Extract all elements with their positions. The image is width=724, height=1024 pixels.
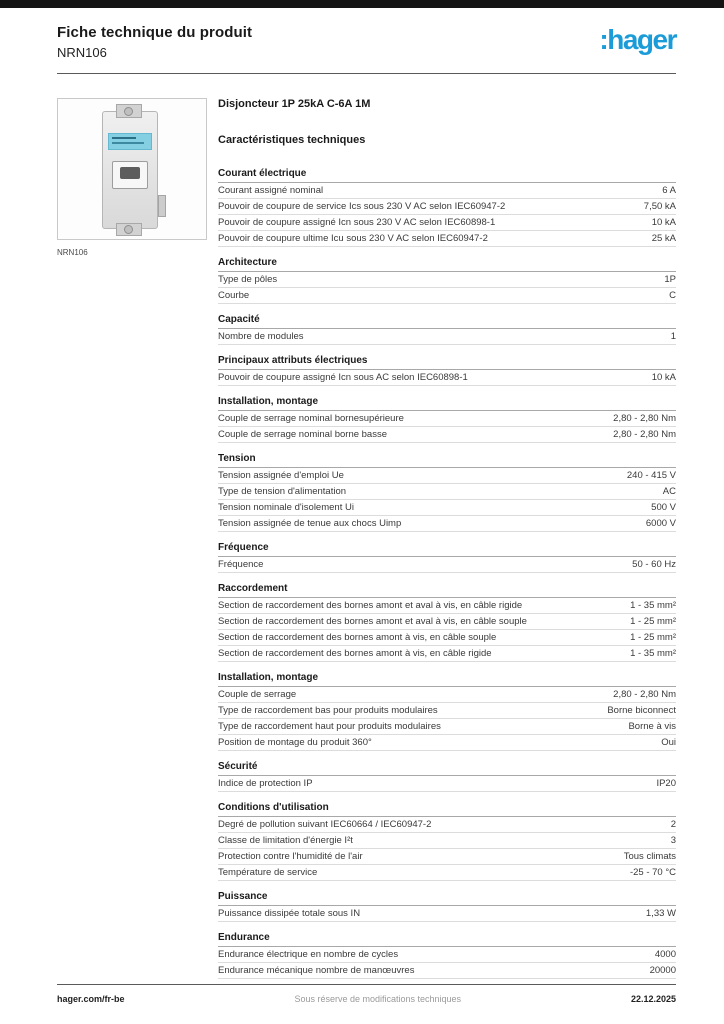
spec-value: Tous climats (623, 851, 676, 862)
section-title: Tension (218, 443, 676, 468)
spec-value: 1 - 25 mm² (630, 616, 676, 627)
spec-value: 2,80 - 2,80 Nm (613, 689, 676, 700)
product-image (57, 98, 207, 240)
spec-section (218, 922, 676, 979)
breaker-toggle-lever (120, 167, 140, 179)
spec-value: 10 kA (651, 372, 676, 383)
spec-row (218, 735, 676, 751)
spec-row (218, 215, 676, 231)
spec-value: 2,80 - 2,80 Nm (613, 413, 676, 424)
left-column (57, 98, 207, 979)
section-title: Courant électrique (218, 158, 676, 183)
spec-label: Section de raccordement des bornes amont à vis, en câble souple (218, 632, 497, 643)
spec-row (218, 411, 676, 427)
spec-row (218, 833, 676, 849)
spec-row (218, 614, 676, 630)
spec-value: 2,80 - 2,80 Nm (613, 429, 676, 440)
hager-logo: :hager (599, 24, 676, 55)
content (0, 74, 724, 979)
spec-label: Section de raccordement des bornes amont et aval à vis, en câble souple (218, 616, 527, 627)
spec-row (218, 598, 676, 614)
top-bar (0, 0, 724, 8)
spec-section (218, 304, 676, 345)
spec-section (218, 443, 676, 532)
spec-value: 20000 (649, 965, 676, 976)
spec-label: Tension nominale d'isolement Ui (218, 502, 354, 513)
spec-sections (218, 158, 676, 979)
breaker-label-text-line-2 (112, 142, 144, 144)
spec-value: C (669, 290, 676, 301)
spec-value: 25 kA (651, 233, 676, 244)
footer-website-link[interactable]: hager.com/fr-be (57, 994, 125, 1004)
section-title: Conditions d'utilisation (218, 792, 676, 817)
spec-row (218, 719, 676, 735)
spec-row (218, 370, 676, 386)
header (0, 8, 724, 60)
spec-label: Couple de serrage nominal bornesupérieure (218, 413, 404, 424)
product-image-caption: NRN106 (57, 248, 88, 257)
spec-row (218, 865, 676, 881)
spec-label: Type de tension d'alimentation (218, 486, 347, 497)
spec-row (218, 776, 676, 792)
spec-label: Tension assignée d'emploi Ue (218, 470, 344, 481)
spec-row (218, 947, 676, 963)
spec-label: Type de raccordement haut pour produits modulaires (218, 721, 441, 732)
spec-row (218, 687, 676, 703)
breaker-top-screw (124, 107, 133, 116)
spec-label: Pouvoir de coupure ultime Icu sous 230 V AC selon IEC60947-2 (218, 233, 488, 244)
spec-row (218, 817, 676, 833)
spec-label: Puissance dissipée totale sous IN (218, 908, 361, 919)
footer (57, 984, 676, 1004)
spec-label: Nombre de modules (218, 331, 304, 342)
spec-row (218, 963, 676, 979)
spec-label: Classe de limitation d'énergie I²t (218, 835, 353, 846)
spec-value: Borne à vis (628, 721, 676, 732)
header-titles (57, 24, 252, 60)
spec-value: Oui (661, 737, 676, 748)
spec-row (218, 516, 676, 532)
section-title: Fréquence (218, 532, 676, 557)
spec-section (218, 751, 676, 792)
spec-section (218, 386, 676, 443)
spec-section (218, 573, 676, 662)
spec-label: Section de raccordement des bornes amont et aval à vis, en câble rigide (218, 600, 523, 611)
spec-value: IP20 (656, 778, 676, 789)
spec-row (218, 468, 676, 484)
spec-value: AC (662, 486, 676, 497)
spec-section (218, 662, 676, 751)
spec-value: 2 (670, 819, 676, 830)
spec-row (218, 500, 676, 516)
breaker-label-text-line (112, 137, 136, 139)
spec-value: 1P (664, 274, 676, 285)
spec-label: Endurance électrique en nombre de cycles (218, 949, 399, 960)
footer-disclaimer: Sous réserve de modifications techniques (294, 994, 462, 1004)
spec-row (218, 183, 676, 199)
spec-row (218, 906, 676, 922)
spec-value: 6000 V (645, 518, 676, 529)
spec-value: 1 - 25 mm² (630, 632, 676, 643)
spec-label: Température de service (218, 867, 318, 878)
spec-value: -25 - 70 °C (629, 867, 676, 878)
spec-value: 3 (670, 835, 676, 846)
breaker-din-clip (158, 195, 166, 217)
tech-characteristics-title: Caractéristiques techniques (218, 134, 366, 146)
spec-value: 1 (670, 331, 676, 342)
breaker-bottom-screw (124, 225, 133, 234)
spec-value: 50 - 60 Hz (632, 559, 676, 570)
spec-label: Fréquence (218, 559, 264, 570)
spec-value: 240 - 415 V (626, 470, 676, 481)
section-title: Raccordement (218, 573, 676, 598)
section-title: Installation, montage (218, 662, 676, 687)
spec-label: Position de montage du produit 360° (218, 737, 372, 748)
spec-label: Indice de protection IP (218, 778, 313, 789)
spec-row (218, 329, 676, 345)
footer-date: 22.12.2025 (630, 994, 676, 1004)
spec-row (218, 288, 676, 304)
spec-label: Pouvoir de coupure assigné Icn sous 230 V AC selon IEC60898-1 (218, 217, 496, 228)
section-title: Installation, montage (218, 386, 676, 411)
spec-row (218, 231, 676, 247)
spec-value: 500 V (651, 502, 676, 513)
section-title: Capacité (218, 304, 676, 329)
spec-label: Endurance mécanique nombre de manœuvres (218, 965, 415, 976)
spec-row (218, 630, 676, 646)
spec-value: 4000 (654, 949, 676, 960)
spec-section (218, 881, 676, 922)
product-name: Disjoncteur 1P 25kA C-6A 1M (218, 98, 371, 110)
spec-label: Type de raccordement bas pour produits modulaires (218, 705, 438, 716)
spec-row (218, 272, 676, 288)
spec-label: Degré de pollution suivant IEC60664 / IEC60947-2 (218, 819, 432, 830)
spec-section (218, 247, 676, 304)
product-reference: NRN106 (57, 45, 107, 60)
spec-value: 1,33 W (645, 908, 676, 919)
spec-section (218, 158, 676, 247)
right-column (218, 98, 676, 979)
spec-value: 1 - 35 mm² (630, 648, 676, 659)
spec-section (218, 345, 676, 386)
spec-label: Couple de serrage nominal borne basse (218, 429, 387, 440)
section-title: Endurance (218, 922, 676, 947)
spec-label: Pouvoir de coupure de service Ics sous 230 V AC selon IEC60947-2 (218, 201, 506, 212)
spec-row (218, 199, 676, 215)
spec-value: 7,50 kA (643, 201, 676, 212)
spec-label: Courant assigné nominal (218, 185, 324, 196)
spec-label: Protection contre l'humidité de l'air (218, 851, 363, 862)
spec-section (218, 532, 676, 573)
spec-row (218, 557, 676, 573)
spec-label: Tension assignée de tenue aux chocs Uimp (218, 518, 402, 529)
spec-row (218, 484, 676, 500)
spec-label: Courbe (218, 290, 250, 301)
spec-label: Type de pôles (218, 274, 278, 285)
spec-value: 1 - 35 mm² (630, 600, 676, 611)
section-title: Sécurité (218, 751, 676, 776)
section-title: Puissance (218, 881, 676, 906)
spec-label: Couple de serrage (218, 689, 297, 700)
spec-value: 6 A (662, 185, 676, 196)
spec-row (218, 427, 676, 443)
spec-row (218, 703, 676, 719)
spec-row (218, 646, 676, 662)
spec-label: Section de raccordement des bornes amont à vis, en câble rigide (218, 648, 492, 659)
section-title: Architecture (218, 247, 676, 272)
section-title: Principaux attributs électriques (218, 345, 676, 370)
spec-value: 10 kA (651, 217, 676, 228)
page-title: Fiche technique du produit (57, 24, 253, 41)
spec-label: Pouvoir de coupure assigné Icn sous AC selon IEC60898-1 (218, 372, 468, 383)
spec-row (218, 849, 676, 865)
spec-value: Borne biconnect (607, 705, 676, 716)
spec-section (218, 792, 676, 881)
